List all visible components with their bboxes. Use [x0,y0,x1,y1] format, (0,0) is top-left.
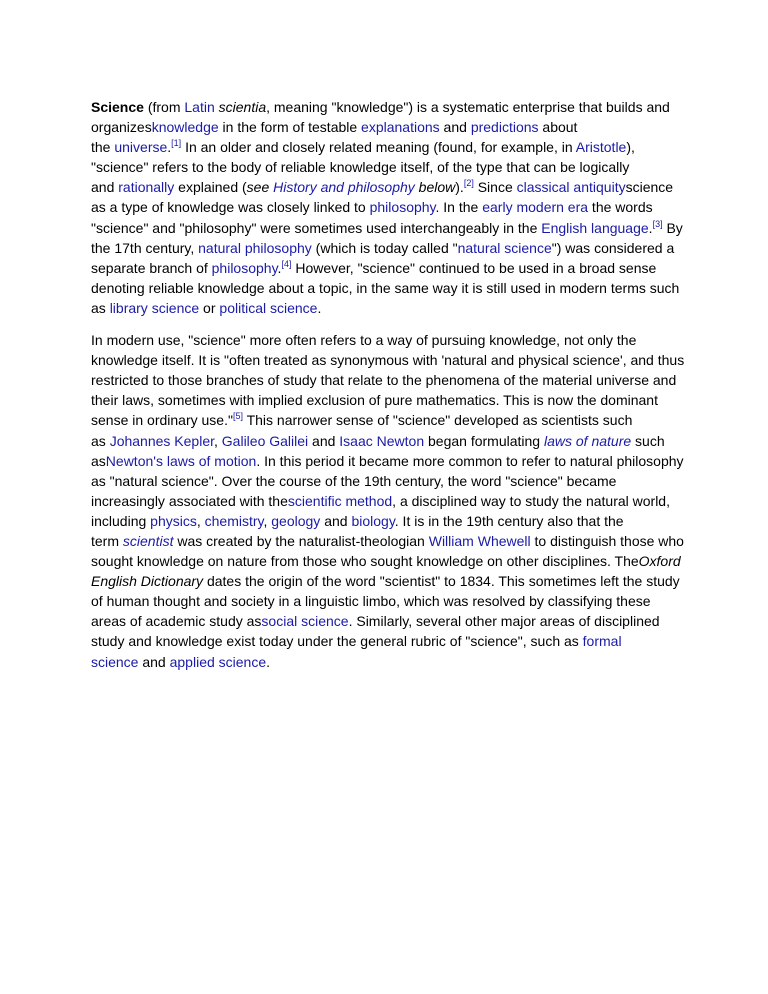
text-run: and [91,179,119,196]
text-line [91,571,689,591]
text-run: and [308,432,340,449]
wiki-link[interactable]: knowledge [151,119,219,136]
citation-link[interactable]: [2] [463,178,474,189]
text-run: , [214,432,222,449]
text-run: This narrower sense of "science" developed as scientists such [242,412,633,429]
text-line [91,652,689,672]
text-run: as [91,432,110,449]
wiki-link[interactable]: formal [582,633,622,650]
wiki-link[interactable]: Galileo Galilei [221,432,309,449]
text-line [91,611,689,631]
text-run: . [317,299,322,316]
text-line [91,511,689,531]
text-run: began formulating [424,432,544,449]
text-run: to distinguish those who [530,532,684,549]
wiki-link[interactable]: History and philosophy [273,179,415,196]
text-run: as a type of knowledge was closely linked to [91,199,370,216]
wiki-link[interactable]: William Whewell [428,532,531,549]
text-run: their laws, sometimes with implied exclusion of pure mathematics. This is now the dominant [91,392,658,409]
wiki-link[interactable]: library science [109,299,200,316]
text-run: explained ( [174,179,247,196]
text-line [91,177,689,197]
text-run: as [91,299,110,316]
citation-link[interactable]: [1] [171,138,182,149]
text-run: including [91,512,151,529]
text-run: ") was considered a [551,239,675,256]
text-run: was created by the naturalist-theologian [173,532,429,549]
text-run: ). [455,179,464,196]
wiki-link[interactable]: social science [261,613,349,630]
article-body [91,97,689,684]
wiki-link[interactable]: scientist [122,532,174,549]
wiki-link[interactable]: chemistry [204,512,264,529]
text-run: the [91,139,115,156]
wiki-link[interactable]: Isaac Newton [339,432,425,449]
text-run: Since [473,179,517,196]
text-line [91,431,689,451]
wiki-link[interactable]: English language [541,219,649,236]
text-run: . Similarly, several other major areas of disciplined [348,613,660,630]
text-run: . [266,653,271,670]
text-run: and [439,119,471,136]
wiki-link[interactable]: explanations [361,119,440,136]
wiki-link[interactable]: Aristotle [575,139,627,156]
text-run: (from [143,99,185,115]
superscript [171,138,181,148]
wiki-link[interactable]: early modern era [482,199,589,216]
wiki-link[interactable]: philosophy [211,259,278,276]
text-run: (which is today called " [311,239,458,256]
wiki-link[interactable]: biology [351,512,395,529]
text-run: In an older and closely related meaning (found, for example, in [181,139,576,156]
text-run: . In this period it became more common to refer to natural philosophy [256,452,684,469]
text-run: such [631,432,665,449]
text-line [91,390,689,410]
wiki-link[interactable]: classical antiquity [516,179,626,196]
text-run: term [91,532,123,549]
text-run: and [138,653,170,670]
text-line [91,298,689,318]
text-run: the words [588,199,653,216]
text-line [91,197,689,217]
text-line [91,278,689,298]
text-run: Oxford [638,553,681,570]
text-run: dates the origin of the word "scientist" to 1834. This sometimes left the study [203,573,680,590]
superscript [281,259,291,269]
wiki-link[interactable]: rationally [118,179,175,196]
text-run: restricted to those branches of study that relate to the phenomena of the material universe and [91,372,677,389]
wiki-link[interactable]: natural philosophy [198,239,312,256]
text-run: In modern use, "science" more often refers to a way of pursuing knowledge, not only the [91,332,637,349]
text-line [91,97,689,117]
text-line [91,330,689,350]
text-run: increasingly associated with the [91,492,288,509]
text-line [91,137,689,157]
wiki-link[interactable]: universe [114,139,168,156]
paragraph-intro [91,97,689,318]
citation-link[interactable]: [3] [652,218,663,229]
wiki-link[interactable]: philosophy [369,199,436,216]
text-run: , meaning "knowledge") is a systematic enterprise that builds and [266,99,670,115]
text-run: "science" and "philosophy" were sometimes used interchangeably in the [91,219,542,236]
wiki-link[interactable]: predictions [470,119,539,136]
wiki-link[interactable]: laws of nature [543,432,632,449]
text-line [91,410,689,430]
text-run: , [263,512,272,529]
citation-link[interactable]: [5] [232,411,243,422]
text-run: organizes [91,119,152,136]
text-run: . In the [435,199,483,216]
text-line [91,238,689,258]
text-run: below [414,179,456,196]
wiki-link[interactable]: political science [219,299,318,316]
text-run: denoting reliable knowledge about a topic, in the same way it is still used in modern terms such [91,279,680,296]
text-run: . [167,139,172,156]
text-run: sought knowledge on nature from those who sought knowledge on other disciplines. The [91,553,639,570]
wiki-link[interactable]: scientific method [287,492,393,509]
text-run: see [246,179,274,196]
wiki-link[interactable]: natural science [457,239,552,256]
text-run: scientia [218,99,267,115]
wiki-link[interactable]: Newton's laws of motion [105,452,257,469]
text-run: By [662,219,683,236]
superscript [653,219,663,229]
superscript [233,411,243,421]
text-line [91,551,689,571]
text-run: , [196,512,205,529]
text-run: as [91,452,106,469]
wiki-link[interactable]: applied science [169,653,267,670]
paragraph-modern-use [91,330,689,672]
text-run: . [648,219,653,236]
text-run: in the form of testable [218,119,362,136]
text-run: "science" refers to the body of reliable knowledge itself, of the type that can be logically [91,159,630,176]
wiki-link[interactable]: geology [271,512,321,529]
superscript [464,178,474,188]
text-run: . It is in the 19th century also that the [394,512,624,529]
text-run: However, "science" continued to be used in a broad sense [291,259,657,276]
text-line [91,531,689,551]
text-line [91,370,689,390]
text-run: about [538,119,578,136]
text-run: science [625,179,674,196]
text-line [91,631,689,651]
text-run: the 17th century, [91,239,199,256]
text-line [91,258,689,278]
wiki-link[interactable]: Johannes Kepler [109,432,214,449]
text-line [91,117,689,137]
text-run: knowledge itself. It is "often treated as synonymous with 'natural and physical science', and thus [91,352,685,369]
text-run: . [277,259,282,276]
text-line [91,471,689,491]
text-run: sense in ordinary use." [91,412,233,429]
text-line [91,157,689,177]
wiki-link[interactable]: physics [150,512,197,529]
text-line [91,350,689,370]
text-line [91,451,689,471]
text-run: study and knowledge exist today under the general rubric of "science", such as [91,633,583,650]
text-line [91,591,689,611]
text-run: areas of academic study as [91,613,262,630]
text-run: and [320,512,352,529]
wiki-link[interactable]: Latin [184,99,215,115]
text-run: or [199,299,220,316]
text-run: separate branch of [91,259,212,276]
text-run: , a disciplined way to study the natural world, [392,492,670,509]
text-line [91,491,689,511]
text-run: English Dictionary [91,573,204,590]
text-run: as "natural science". Over the course of the 19th century, the word "science" became [91,472,617,489]
text-run: ), [626,139,635,156]
wiki-link[interactable]: science [91,653,139,670]
text-line [91,218,689,238]
text-run: Science [91,99,144,115]
text-run: of human thought and society in a linguistic limbo, which was resolved by classifying these [91,593,651,610]
citation-link[interactable]: [4] [281,258,292,269]
